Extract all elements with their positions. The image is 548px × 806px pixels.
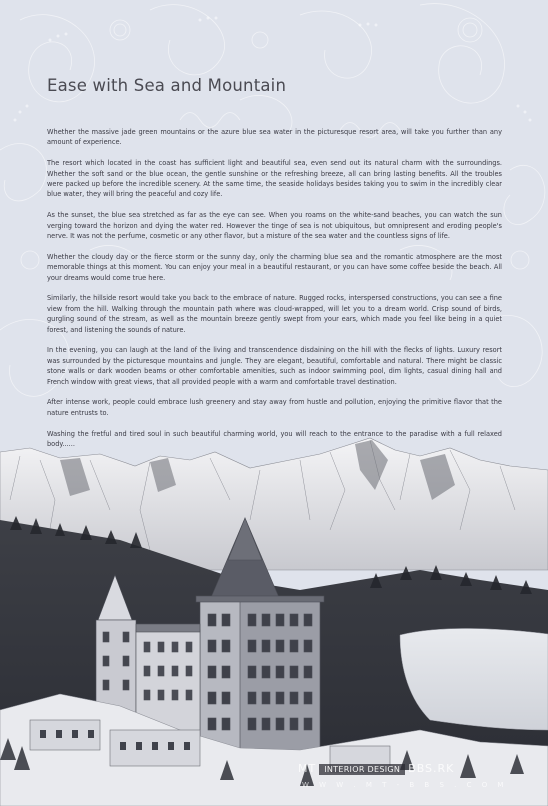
watermark-title [298,762,454,775]
paragraph-5: Similarly, the hillside resort would take you back to the embrace of nature. Rugged rocks, interspersed constructions, you can see a fine view from the hill. Walking through the mountain path where was cloud-wrapped, will let you to a dream world. Crisp sound of birds, gurgling sound of the stream, as well as the mountain breeze gently swept from your ears, which made you feel like being in a quiet forest, and listening the sounds of nature. [47,294,502,334]
page-title: Ease with Sea and Mountain [47,76,287,95]
paragraph-2: The resort which located in the coast has sufficient light and beautiful sea, even send out its natural charm with the surroundings. Whether the soft sand or the blue ocean, the gentle sunshine or the refreshing breeze, all can bring lasting benefits. All the troubles were packed up before the incredible scenery. At the same time, the seaside holidays besides taking you to swim in the incredibly clear blue water, they will bring the peaceful and cozy life. [47,159,502,199]
mountain-resort-illustration [0,430,548,806]
watermark-right-text: BBS.RK [408,762,455,775]
paragraph-6: In the evening, you can laugh at the land of the living and transcendence disdaining on the hill with the flecks of lights. Luxury resort was surrounded by the picturesque mountains and jungle. They are elegant, beautiful, comfortable and natural. There might be classic stone walls or dark wooden beams or other comfortable amenities, such as indoor swimming pool, dim lights, casual dining hall and French window with great views, that all provided people with a warm and comfortable travel destination. [47,346,502,386]
paragraph-7: After intense work, people could embrace lush greenery and stay away from hustle and pollution, enjoying the primitive flavor that the nature entrusts to. [47,398,502,417]
article [47,76,502,460]
watermark-url: W W W . M T - B B S . C O M [302,781,508,789]
paragraph-8: Washing the fretful and tired soul in such beautiful charming world, you will reach to the entrance to the paradise with a full relaxed body...... [47,429,502,449]
watermark-left-text: MT [298,762,317,775]
paragraph-3: As the sunset, the blue sea stretched as far as the eye can see. When you roams on the white-sand beaches, you can watch the sun verging toward the horizon and dying the water red. However the tinge of sea is not ubiquitous, but omnipresent and eroding people's nerve. It was not the perfume, cosmetic or any other flavor, but a misture of the sea water and the countless signs of life. [47,211,502,241]
paragraph-4: Whether the cloudy day or the fierce storm or the sunny day, only the charming blue sea and the romantic atmosphere are the most memorable things at this moment. You can enjoy your meal in a beautiful restaurant, or you can have some coffee beside the beach. All your dreams would come true here. [47,252,502,282]
paragraph-1: Whether the massive jade green mountains or the azure blue sea water in the picturesque resort area, will take you further than any amount of experience. [47,128,502,147]
watermark [298,762,548,806]
watermark-badge: INTERIOR DESIGN [319,764,405,775]
